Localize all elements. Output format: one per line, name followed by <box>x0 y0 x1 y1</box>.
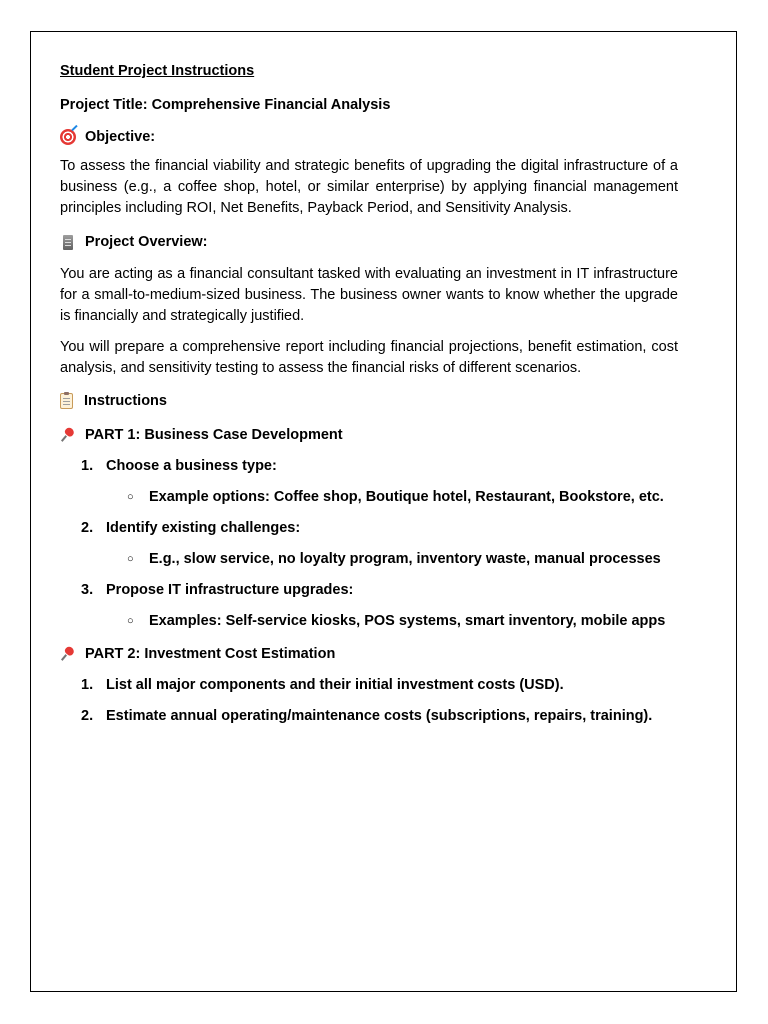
list-item-text: Propose IT infrastructure upgrades: <box>106 582 354 598</box>
bullet-icon: ○ <box>127 615 134 627</box>
part1-heading <box>60 426 678 444</box>
list-item <box>81 580 678 601</box>
bullet-icon: ○ <box>127 491 134 503</box>
list-item-text: Identify existing challenges: <box>106 520 301 536</box>
target-icon <box>60 129 76 145</box>
overview-heading <box>60 233 678 251</box>
list-item-number: 1. <box>81 458 94 474</box>
list-item-text: Choose a business type: <box>106 458 277 474</box>
list-item <box>81 675 678 696</box>
overview-paragraph-1: You are acting as a financial consultant tasked with evaluating an investment in IT infrastructure for a small-to-medium-sized business. The business owner wants to know whether the upgrade is financially and strategically justified. <box>60 266 678 324</box>
objective-text: To assess the financial viability and strategic benefits of upgrading the digital infrastructure of a business (e.g., a coffee shop, hotel, or similar enterprise) by applying financial management principles including ROI, Net Benefits, Payback Period, and Sensitivity Analysis. <box>60 158 678 216</box>
objective-heading <box>60 128 678 146</box>
list-item-number: 3. <box>81 582 94 598</box>
sub-list-item <box>127 611 678 632</box>
sub-list-item <box>127 549 678 570</box>
sub-list-item-text: Example options: Coffee shop, Boutique hotel, Restaurant, Bookstore, etc. <box>149 489 664 505</box>
pushpin-icon <box>60 427 76 443</box>
list-item-number: 2. <box>81 520 94 536</box>
project-title: Project Title: Comprehensive Financial Analysis <box>60 97 391 113</box>
sub-list-item-text: E.g., slow service, no loyalty program, inventory waste, manual processes <box>149 551 661 567</box>
bullet-icon: ○ <box>127 553 134 565</box>
list-item-number: 1. <box>81 677 94 693</box>
document-icon <box>63 235 73 250</box>
list-item <box>81 456 678 477</box>
part2-heading-label: PART 2: Investment Cost Estimation <box>85 646 336 662</box>
list-item-number: 2. <box>81 708 94 724</box>
sub-list-item-text: Examples: Self-service kiosks, POS systems, smart inventory, mobile apps <box>149 613 666 629</box>
list-item <box>81 706 678 727</box>
pushpin-icon <box>60 646 76 662</box>
overview-heading-label: Project Overview: <box>85 234 208 250</box>
list-item-text: List all major components and their initial investment costs (USD). <box>106 677 564 693</box>
overview-paragraph-2: You will prepare a comprehensive report including financial projections, benefit estimation, cost analysis, and sensitivity testing to assess the financial risks of different scenarios. <box>60 339 678 376</box>
instructions-heading-label: Instructions <box>84 393 167 409</box>
instructions-heading <box>60 392 678 410</box>
part1-heading-label: PART 1: Business Case Development <box>85 427 343 443</box>
document-title: Student Project Instructions <box>60 63 255 79</box>
sub-list-item <box>127 487 678 508</box>
document-content <box>60 62 678 727</box>
list-item-text: Estimate annual operating/maintenance costs (subscriptions, repairs, training). <box>106 708 653 724</box>
part2-heading <box>60 645 678 663</box>
list-item <box>81 518 678 539</box>
clipboard-icon <box>60 393 73 409</box>
objective-heading-label: Objective: <box>85 129 156 145</box>
